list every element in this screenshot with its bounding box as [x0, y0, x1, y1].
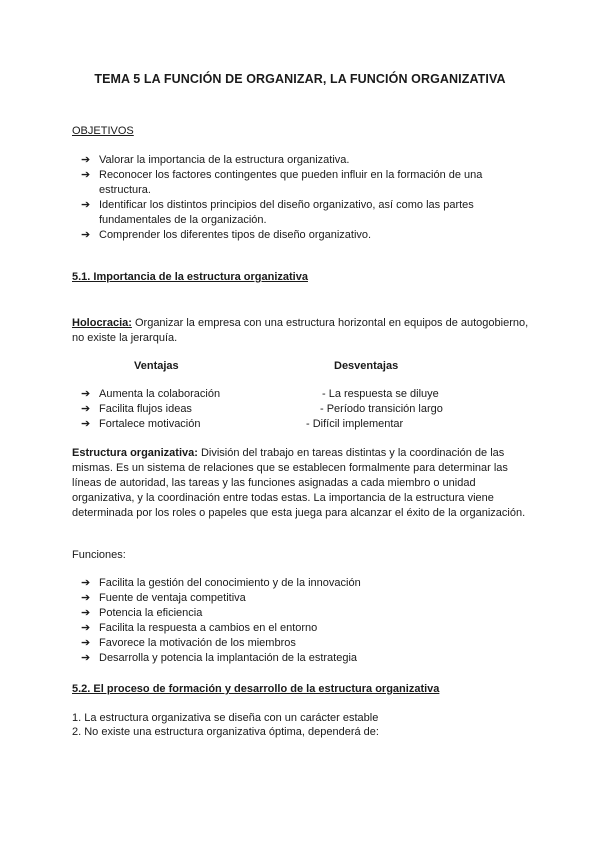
desventajas-list [306, 387, 506, 432]
section-2-line-1: 1. La estructura organizativa se diseña con un carácter estable [72, 712, 379, 724]
arrow-icon: ➔ [81, 199, 91, 211]
list-item: ➔ Fuente de ventaja competitiva [81, 592, 246, 604]
list-item: ➔ Desarrolla y potencia la implantación de la estrategia [81, 652, 358, 664]
list-item: ➔ Potencia la eficiencia [81, 607, 203, 619]
ventajas-list [72, 387, 272, 432]
arrow-icon: ➔ [81, 577, 91, 589]
objetivos-list [72, 153, 512, 243]
funciones-list [72, 576, 512, 666]
list-item: ➔ Facilita flujos ideas [81, 403, 192, 415]
arrow-icon: ➔ [81, 418, 91, 430]
arrow-icon: ➔ [81, 637, 91, 649]
section-1-heading: 5.1. Importancia de la estructura organizativa [72, 271, 308, 283]
list-item: ➔ Valorar la importancia de la estructura organizativa. [81, 154, 350, 166]
section-2-line-2: 2. No existe una estructura organizativa óptima, dependerá de: [72, 726, 379, 738]
desventajas-heading: Desventajas [334, 360, 399, 372]
arrow-icon: ➔ [81, 169, 91, 181]
arrow-icon: ➔ [81, 592, 91, 604]
list-item: ➔ Facilita la gestión del conocimiento y de la innovación [81, 577, 361, 589]
estructura-text: División del trabajo en tareas distintas y la coordinación de las mismas. Es un sistema de relaciones que se establecen formalmente para determinar las líneas de autoridad, las tareas y las funciones asignadas a cada miembro o unidad organizativa, y la coordinación entre todas estas. La importancia de la estructura viene determinada por los roles o papeles que esta juega para alcanzar el éxito de la organización. [72, 447, 526, 519]
document-title: TEMA 5 LA FUNCIÓN DE ORGANIZAR, LA FUNCIÓN ORGANIZATIVA [94, 72, 506, 86]
estructura-paragraph [72, 446, 532, 521]
estructura-term: Estructura organizativa: [72, 447, 198, 459]
list-item: ➔ Favorece la motivación de los miembros [81, 637, 296, 649]
ventajas-heading: Ventajas [134, 360, 179, 372]
arrow-icon: ➔ [81, 154, 91, 166]
list-item: - Difícil implementar [306, 418, 404, 430]
list-item: ➔ Fortalece motivación [81, 418, 201, 430]
list-item: ➔ Reconocer los factores contingentes que pueden influir en la formación de una estructura. [81, 169, 483, 196]
arrow-icon: ➔ [81, 622, 91, 634]
list-item: - La respuesta se diluye [322, 388, 439, 400]
arrow-icon: ➔ [81, 652, 91, 664]
arrow-icon: ➔ [81, 403, 91, 415]
list-item: - Período transición largo [320, 403, 443, 415]
holocracia-paragraph [72, 316, 532, 346]
arrow-icon: ➔ [81, 229, 91, 241]
holocracia-term: Holocracia: [72, 317, 132, 329]
list-item: ➔ Aumenta la colaboración [81, 388, 221, 400]
arrow-icon: ➔ [81, 607, 91, 619]
arrow-icon: ➔ [81, 388, 91, 400]
holocracia-text: Organizar la empresa con una estructura horizontal en equipos de autogobierno, no existe la jerarquía. [72, 317, 529, 344]
section-2-heading: 5.2. El proceso de formación y desarrollo de la estructura organizativa [72, 683, 440, 695]
list-item: ➔ Identificar los distintos principios del diseño organizativo, así como las partes fundamentales de la organización. [81, 199, 474, 226]
objetivos-label: OBJETIVOS [72, 125, 134, 137]
funciones-label: Funciones: [72, 549, 126, 561]
list-item: ➔ Facilita la respuesta a cambios en el entorno [81, 622, 318, 634]
list-item: ➔ Comprender los diferentes tipos de diseño organizativo. [81, 229, 372, 241]
